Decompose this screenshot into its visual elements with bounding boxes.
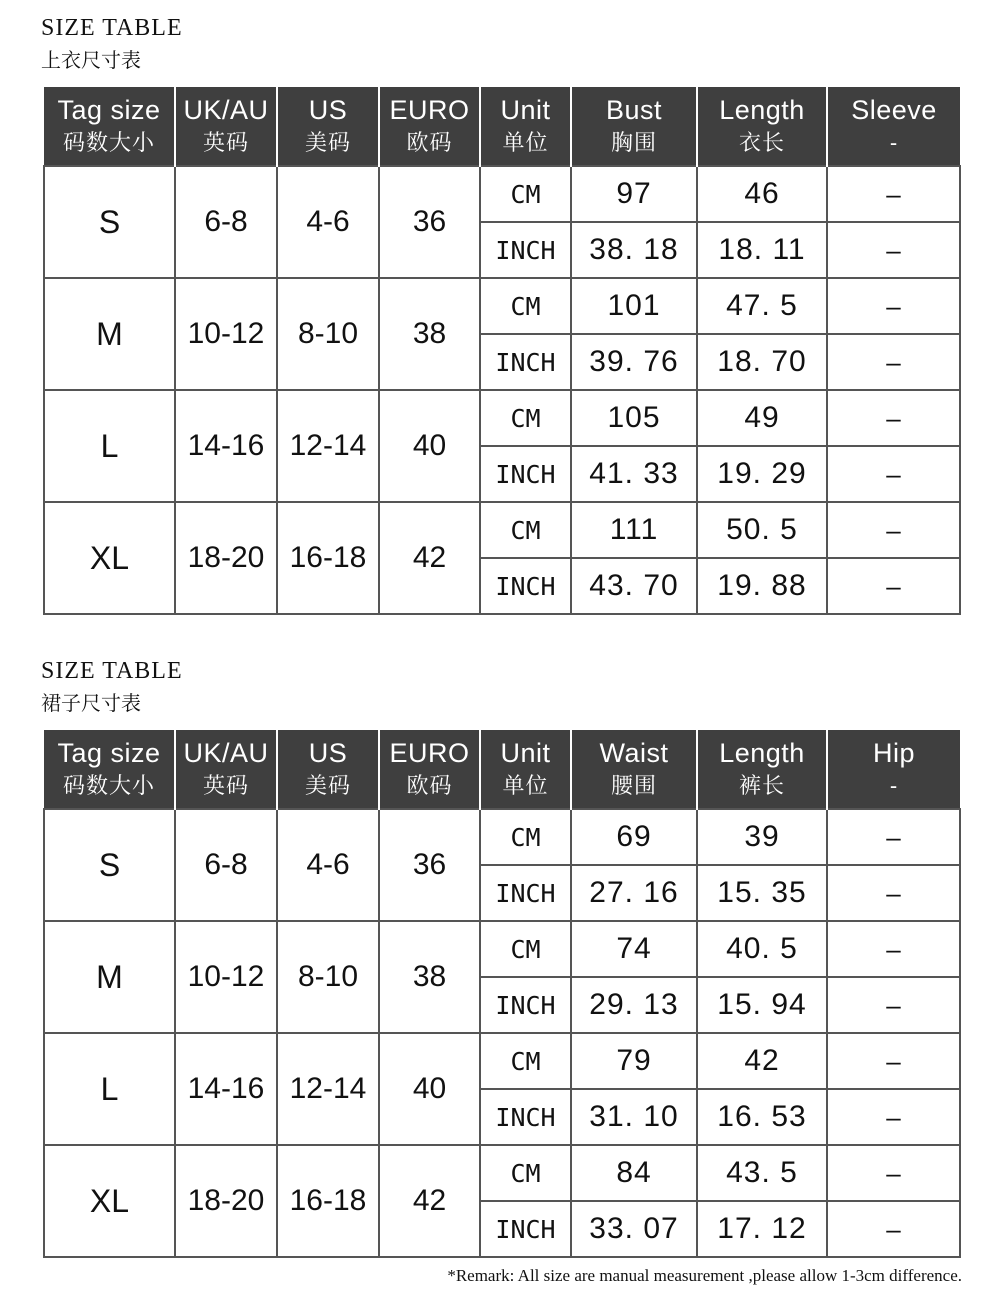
uk-au-size: 10-12	[175, 278, 277, 390]
sleeve-inch: –	[827, 334, 960, 390]
header-length: Length 裤长	[697, 730, 827, 809]
header-unit: Unit 单位	[480, 730, 571, 809]
bust-cm: 105	[571, 390, 697, 446]
unit-inch: INCH	[480, 446, 571, 502]
size-label: S	[44, 809, 175, 921]
length-cm: 49	[697, 390, 827, 446]
bust-inch: 38. 18	[571, 222, 697, 278]
table-row	[44, 278, 960, 334]
header-waist: Waist 腰围	[571, 730, 697, 809]
header-sleeve: Sleeve -	[827, 87, 960, 166]
header-uk-au: UK/AU 英码	[175, 87, 277, 166]
unit-cm: CM	[480, 390, 571, 446]
waist-cm: 69	[571, 809, 697, 865]
sleeve-cm: –	[827, 166, 960, 222]
uk-au-size: 10-12	[175, 921, 277, 1033]
length-inch: 18. 70	[697, 334, 827, 390]
uk-au-size: 18-20	[175, 1145, 277, 1257]
table-row	[44, 390, 960, 446]
length-inch: 19. 29	[697, 446, 827, 502]
unit-inch: INCH	[480, 1089, 571, 1145]
us-size: 12-14	[277, 390, 379, 502]
length-inch: 18. 11	[697, 222, 827, 278]
table-2-subtitle: 裙子尺寸表	[41, 691, 141, 715]
header-unit: Unit 单位	[480, 87, 571, 166]
length-cm: 42	[697, 1033, 827, 1089]
length-inch: 15. 35	[697, 865, 827, 921]
sleeve-inch: –	[827, 558, 960, 614]
euro-size: 42	[379, 1145, 480, 1257]
unit-inch: INCH	[480, 865, 571, 921]
header-row	[44, 87, 960, 166]
unit-inch: INCH	[480, 1201, 571, 1257]
table-2-title: SIZE TABLE	[41, 658, 183, 684]
euro-size: 40	[379, 1033, 480, 1145]
waist-cm: 84	[571, 1145, 697, 1201]
us-size: 8-10	[277, 921, 379, 1033]
size-label: M	[44, 921, 175, 1033]
sleeve-cm: –	[827, 502, 960, 558]
size-label: L	[44, 390, 175, 502]
header-tag-size: Tag size 码数大小	[44, 730, 175, 809]
unit-inch: INCH	[480, 977, 571, 1033]
uk-au-size: 18-20	[175, 502, 277, 614]
size-label: XL	[44, 1145, 175, 1257]
bust-inch: 43. 70	[571, 558, 697, 614]
bust-cm: 101	[571, 278, 697, 334]
bust-inch: 41. 33	[571, 446, 697, 502]
table-row	[44, 502, 960, 558]
length-inch: 15. 94	[697, 977, 827, 1033]
bust-cm: 97	[571, 166, 697, 222]
length-cm: 43. 5	[697, 1145, 827, 1201]
us-size: 12-14	[277, 1033, 379, 1145]
unit-inch: INCH	[480, 558, 571, 614]
hip-inch: –	[827, 1201, 960, 1257]
header-euro: EURO 欧码	[379, 87, 480, 166]
length-cm: 46	[697, 166, 827, 222]
header-length: Length 衣长	[697, 87, 827, 166]
header-euro: EURO 欧码	[379, 730, 480, 809]
skirt-size-table	[43, 730, 961, 1258]
euro-size: 36	[379, 809, 480, 921]
hip-cm: –	[827, 921, 960, 977]
unit-cm: CM	[480, 278, 571, 334]
bust-inch: 39. 76	[571, 334, 697, 390]
remark-note: *Remark: All size are manual measurement ,please allow 1-3cm difference.	[447, 1266, 962, 1285]
euro-size: 36	[379, 166, 480, 278]
length-inch: 17. 12	[697, 1201, 827, 1257]
hip-inch: –	[827, 1089, 960, 1145]
header-tag-size: Tag size 码数大小	[44, 87, 175, 166]
hip-cm: –	[827, 1145, 960, 1201]
header-hip: Hip -	[827, 730, 960, 809]
uk-au-size: 14-16	[175, 390, 277, 502]
euro-size: 42	[379, 502, 480, 614]
euro-size: 38	[379, 278, 480, 390]
uk-au-size: 6-8	[175, 166, 277, 278]
table-row	[44, 1033, 960, 1089]
table-1-title: SIZE TABLE	[41, 15, 183, 41]
unit-inch: INCH	[480, 222, 571, 278]
unit-cm: CM	[480, 166, 571, 222]
hip-inch: –	[827, 977, 960, 1033]
size-label: L	[44, 1033, 175, 1145]
waist-inch: 31. 10	[571, 1089, 697, 1145]
us-size: 8-10	[277, 278, 379, 390]
waist-inch: 33. 07	[571, 1201, 697, 1257]
sleeve-inch: –	[827, 446, 960, 502]
table-row	[44, 921, 960, 977]
waist-cm: 74	[571, 921, 697, 977]
uk-au-size: 14-16	[175, 1033, 277, 1145]
uk-au-size: 6-8	[175, 809, 277, 921]
sleeve-cm: –	[827, 278, 960, 334]
hip-cm: –	[827, 1033, 960, 1089]
sleeve-inch: –	[827, 222, 960, 278]
length-inch: 19. 88	[697, 558, 827, 614]
us-size: 4-6	[277, 166, 379, 278]
unit-cm: CM	[480, 809, 571, 865]
unit-cm: CM	[480, 1033, 571, 1089]
top-size-table	[43, 87, 961, 615]
size-label: S	[44, 166, 175, 278]
table-row	[44, 1145, 960, 1201]
header-bust: Bust 胸围	[571, 87, 697, 166]
header-uk-au: UK/AU 英码	[175, 730, 277, 809]
us-size: 16-18	[277, 502, 379, 614]
unit-cm: CM	[480, 1145, 571, 1201]
table-1-subtitle: 上衣尺寸表	[41, 48, 141, 72]
table-row	[44, 166, 960, 222]
size-label: M	[44, 278, 175, 390]
unit-inch: INCH	[480, 334, 571, 390]
length-cm: 40. 5	[697, 921, 827, 977]
hip-cm: –	[827, 809, 960, 865]
unit-cm: CM	[480, 921, 571, 977]
hip-inch: –	[827, 865, 960, 921]
length-cm: 50. 5	[697, 502, 827, 558]
header-row	[44, 730, 960, 809]
us-size: 4-6	[277, 809, 379, 921]
length-inch: 16. 53	[697, 1089, 827, 1145]
waist-inch: 27. 16	[571, 865, 697, 921]
euro-size: 38	[379, 921, 480, 1033]
length-cm: 39	[697, 809, 827, 865]
header-us: US 美码	[277, 730, 379, 809]
size-label: XL	[44, 502, 175, 614]
length-cm: 47. 5	[697, 278, 827, 334]
table-row	[44, 809, 960, 865]
header-us: US 美码	[277, 87, 379, 166]
unit-cm: CM	[480, 502, 571, 558]
waist-inch: 29. 13	[571, 977, 697, 1033]
waist-cm: 79	[571, 1033, 697, 1089]
us-size: 16-18	[277, 1145, 379, 1257]
bust-cm: 111	[571, 502, 697, 558]
sleeve-cm: –	[827, 390, 960, 446]
euro-size: 40	[379, 390, 480, 502]
